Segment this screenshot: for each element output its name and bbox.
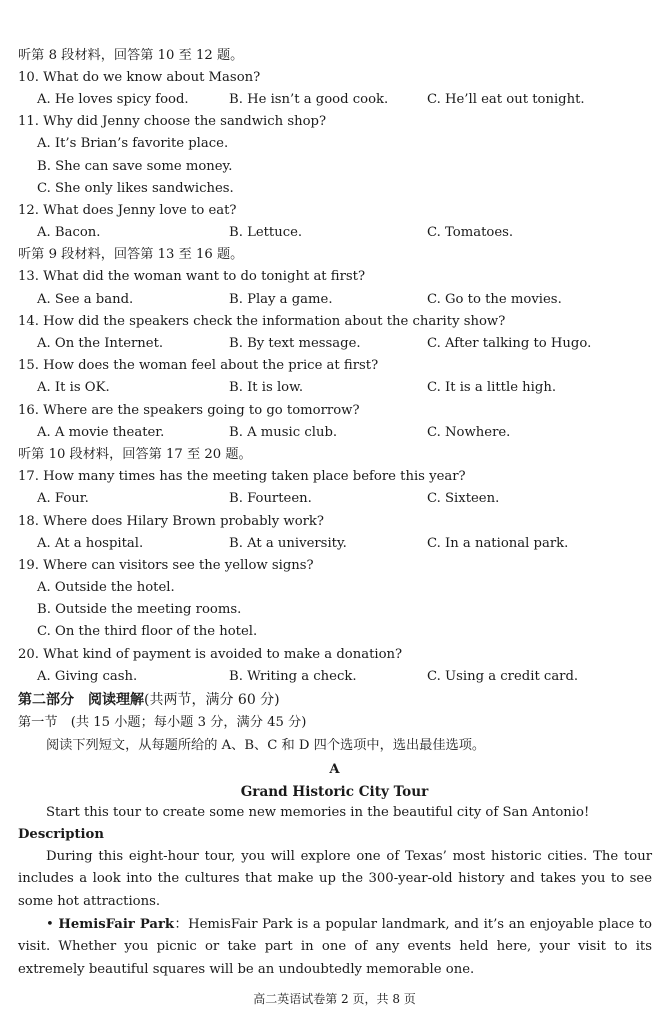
option-b: B. By text message.	[229, 336, 361, 351]
question-16-options	[0, 423, 669, 443]
question-13-options	[0, 290, 669, 310]
option-b: B. Writing a check.	[229, 669, 357, 684]
question-19	[0, 556, 669, 576]
question-19-option-c	[0, 622, 669, 642]
question-20	[0, 645, 669, 665]
passage-letter: A	[329, 762, 340, 777]
option-a: A. A movie theater.	[37, 425, 165, 440]
option-c: C. On the third floor of the hotel.	[37, 624, 258, 639]
question-15-options	[0, 378, 669, 398]
question-16	[0, 401, 669, 421]
question-18	[0, 512, 669, 532]
question-stem: 13. What did the woman want to do tonight at first?	[18, 269, 366, 284]
reading-instruction: 阅读下列短文，从每题所给的 A、B、C 和 D 四个选项中，选出最佳选项。	[46, 738, 486, 753]
question-stem: 20. What kind of payment is avoided to make a donation?	[18, 647, 403, 662]
option-a: A. At a hospital.	[37, 536, 144, 551]
description-label: Description	[18, 827, 104, 842]
description-paragraph: During this eight-hour tour, you will explore one of Texas’ most historic cities. The tour includes a look into the cultures that make up the 300-year-old history and takes you to see some hot attractions.	[18, 849, 652, 909]
option-a: A. It’s Brian’s favorite place.	[37, 136, 229, 151]
option-b: B. She can save some money.	[37, 159, 233, 174]
page-footer: 高二英语试卷第 2 页，共 8 页	[253, 992, 416, 1006]
option-a: A. Giving cash.	[37, 669, 138, 684]
option-c: C. In a national park.	[427, 536, 569, 551]
option-b: B. Play a game.	[229, 292, 333, 307]
question-12-options	[0, 223, 669, 243]
option-c: C. It is a little high.	[427, 380, 557, 395]
hemisfair-text: ：HemisFair Park is a popular landmark, and it’s an enjoyable place to visit. Whether you picnic or take part in one of any events held here, your visit to its extremely beautiful squares will be an undoubtedly memorable one.	[18, 917, 652, 977]
question-stem: 18. Where does Hilary Brown probably work?	[18, 514, 324, 529]
option-a: A. It is OK.	[37, 380, 110, 395]
option-a: A. Four.	[37, 491, 89, 506]
question-15	[0, 356, 669, 376]
question-19-option-a	[0, 578, 669, 598]
option-a: A. See a band.	[37, 292, 134, 307]
question-14-options	[0, 334, 669, 354]
option-c: C. Tomatoes.	[427, 225, 514, 240]
question-stem: 14. How did the speakers check the information about the charity show?	[18, 314, 506, 329]
question-18-options	[0, 534, 669, 554]
question-10-options	[0, 90, 669, 110]
question-12	[0, 201, 669, 221]
question-13	[0, 267, 669, 287]
option-a: A. Bacon.	[37, 225, 101, 240]
hemisfair-paragraph	[18, 914, 652, 981]
option-c: C. Using a credit card.	[427, 669, 579, 684]
question-stem: 10. What do we know about Mason?	[18, 70, 261, 85]
material-10-instruction: 听第 10 段材料，回答第 17 至 20 题。	[18, 447, 252, 462]
question-10	[0, 68, 669, 88]
question-17	[0, 467, 669, 487]
question-11-option-a	[0, 134, 669, 154]
question-stem: 19. Where can visitors see the yellow signs?	[18, 558, 314, 573]
question-stem: 17. How many times has the meeting taken place before this year?	[18, 469, 466, 484]
question-19-option-b	[0, 600, 669, 620]
bullet: •	[46, 917, 59, 932]
material-8-instruction: 听第 8 段材料，回答第 10 至 12 题。	[18, 48, 244, 63]
option-b: B. Lettuce.	[229, 225, 303, 240]
option-a: A. Outside the hotel.	[37, 580, 175, 595]
passage-intro: Start this tour to create some new memories in the beautiful city of San Antonio!	[46, 805, 590, 820]
part-title: 第二部分 阅读理解	[18, 692, 144, 708]
option-a: A. On the Internet.	[37, 336, 164, 351]
part-two-heading	[0, 690, 669, 710]
part-note: (共两节，满分 60 分)	[144, 692, 280, 708]
option-b: B. Fourteen.	[229, 491, 312, 506]
question-11-option-c	[0, 179, 669, 199]
material-9-instruction: 听第 9 段材料，回答第 13 至 16 题。	[18, 247, 244, 262]
question-stem: 15. How does the woman feel about the price at first?	[18, 358, 379, 373]
passage-title: Grand Historic City Tour	[240, 784, 429, 800]
option-b: B. It is low.	[229, 380, 304, 395]
question-20-options	[0, 667, 669, 687]
option-c: C. Sixteen.	[427, 491, 500, 506]
section-one-heading: 第一节 (共 15 小题；每小题 3 分，满分 45 分)	[18, 715, 307, 730]
option-c: C. Go to the movies.	[427, 292, 562, 307]
question-14	[0, 312, 669, 332]
option-b: B. He isn’t a good cook.	[229, 92, 389, 107]
option-b: B. Outside the meeting rooms.	[37, 602, 242, 617]
option-b: B. At a university.	[229, 536, 347, 551]
question-11-option-b	[0, 157, 669, 177]
question-11	[0, 112, 669, 132]
question-stem: 11. Why did Jenny choose the sandwich shop?	[18, 114, 327, 129]
option-c: C. After talking to Hugo.	[427, 336, 592, 351]
hemisfair-label: HemisFair Park	[58, 917, 175, 932]
question-stem: 12. What does Jenny love to eat?	[18, 203, 237, 218]
option-b: B. A music club.	[229, 425, 338, 440]
option-c: C. He’ll eat out tonight.	[427, 92, 585, 107]
question-17-options	[0, 489, 669, 509]
option-a: A. He loves spicy food.	[37, 92, 189, 107]
option-c: C. Nowhere.	[427, 425, 511, 440]
option-c: C. She only likes sandwiches.	[37, 181, 234, 196]
question-stem: 16. Where are the speakers going to go tomorrow?	[18, 403, 360, 418]
